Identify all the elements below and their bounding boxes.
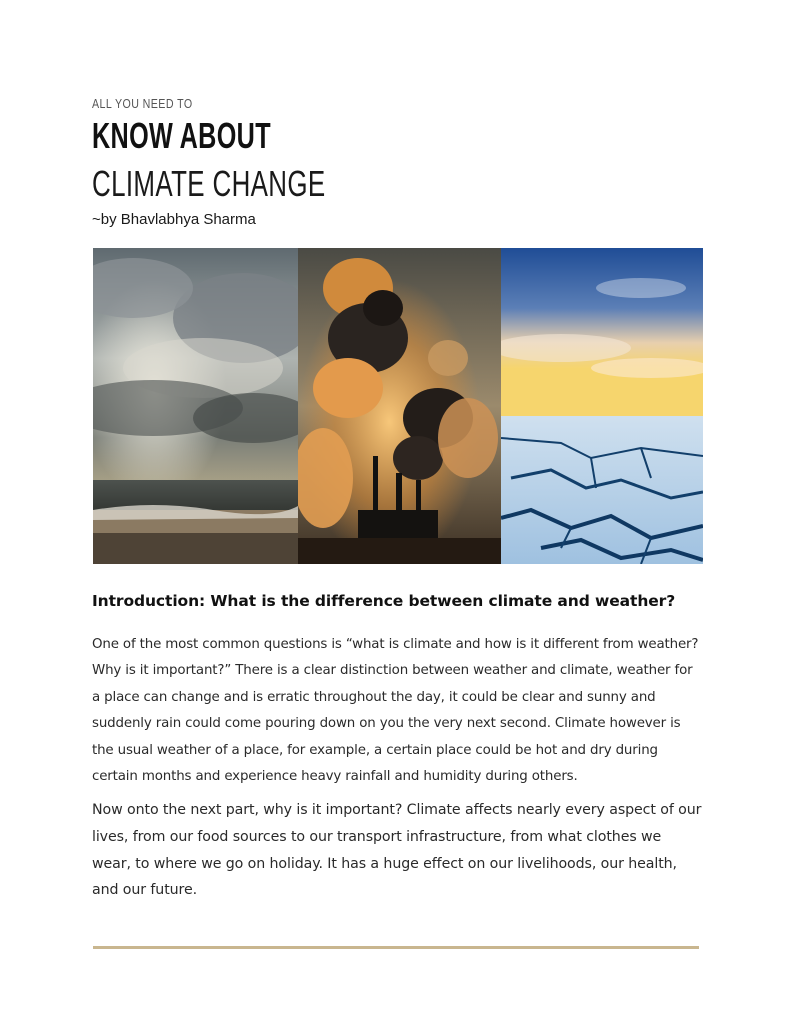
page-subtitle: CLIMATE CHANGE	[92, 163, 326, 204]
sea-ice-panel	[501, 248, 703, 564]
stormy-sky-panel	[93, 248, 298, 564]
smokestack-panel	[298, 248, 501, 564]
intro-paragraph-2: Now onto the next part, why is it important? Climate affects nearly every aspect of our lives, from our food sources to our transport infrastructure, from what clothes we wear, to where we go on holiday. It has a huge effect on our livelihoods, our health, and our future.	[92, 802, 702, 899]
author-byline: ~by Bhavlabhya Sharma	[92, 211, 256, 228]
intro-paragraph-1: One of the most common questions is “what is climate and how is it different from weather? Why is it important?” There is a clear distinction between weather and climate, weather for a place can change and is erratic throughout the day, it could be clear and sunny and suddenly rain could come pouring down on you the very next second. Climate however is the usual weather of a place, for example, a certain place could be hot and dry during certain months and experience heavy rainfall and humidity during others.	[92, 637, 699, 785]
title-kicker: ALL YOU NEED TO	[92, 96, 193, 111]
footer-divider	[93, 946, 699, 949]
page-title: KNOW ABOUT	[92, 115, 271, 156]
section-heading: Introduction: What is the difference between climate and weather?	[92, 592, 676, 610]
hero-image	[93, 248, 703, 564]
